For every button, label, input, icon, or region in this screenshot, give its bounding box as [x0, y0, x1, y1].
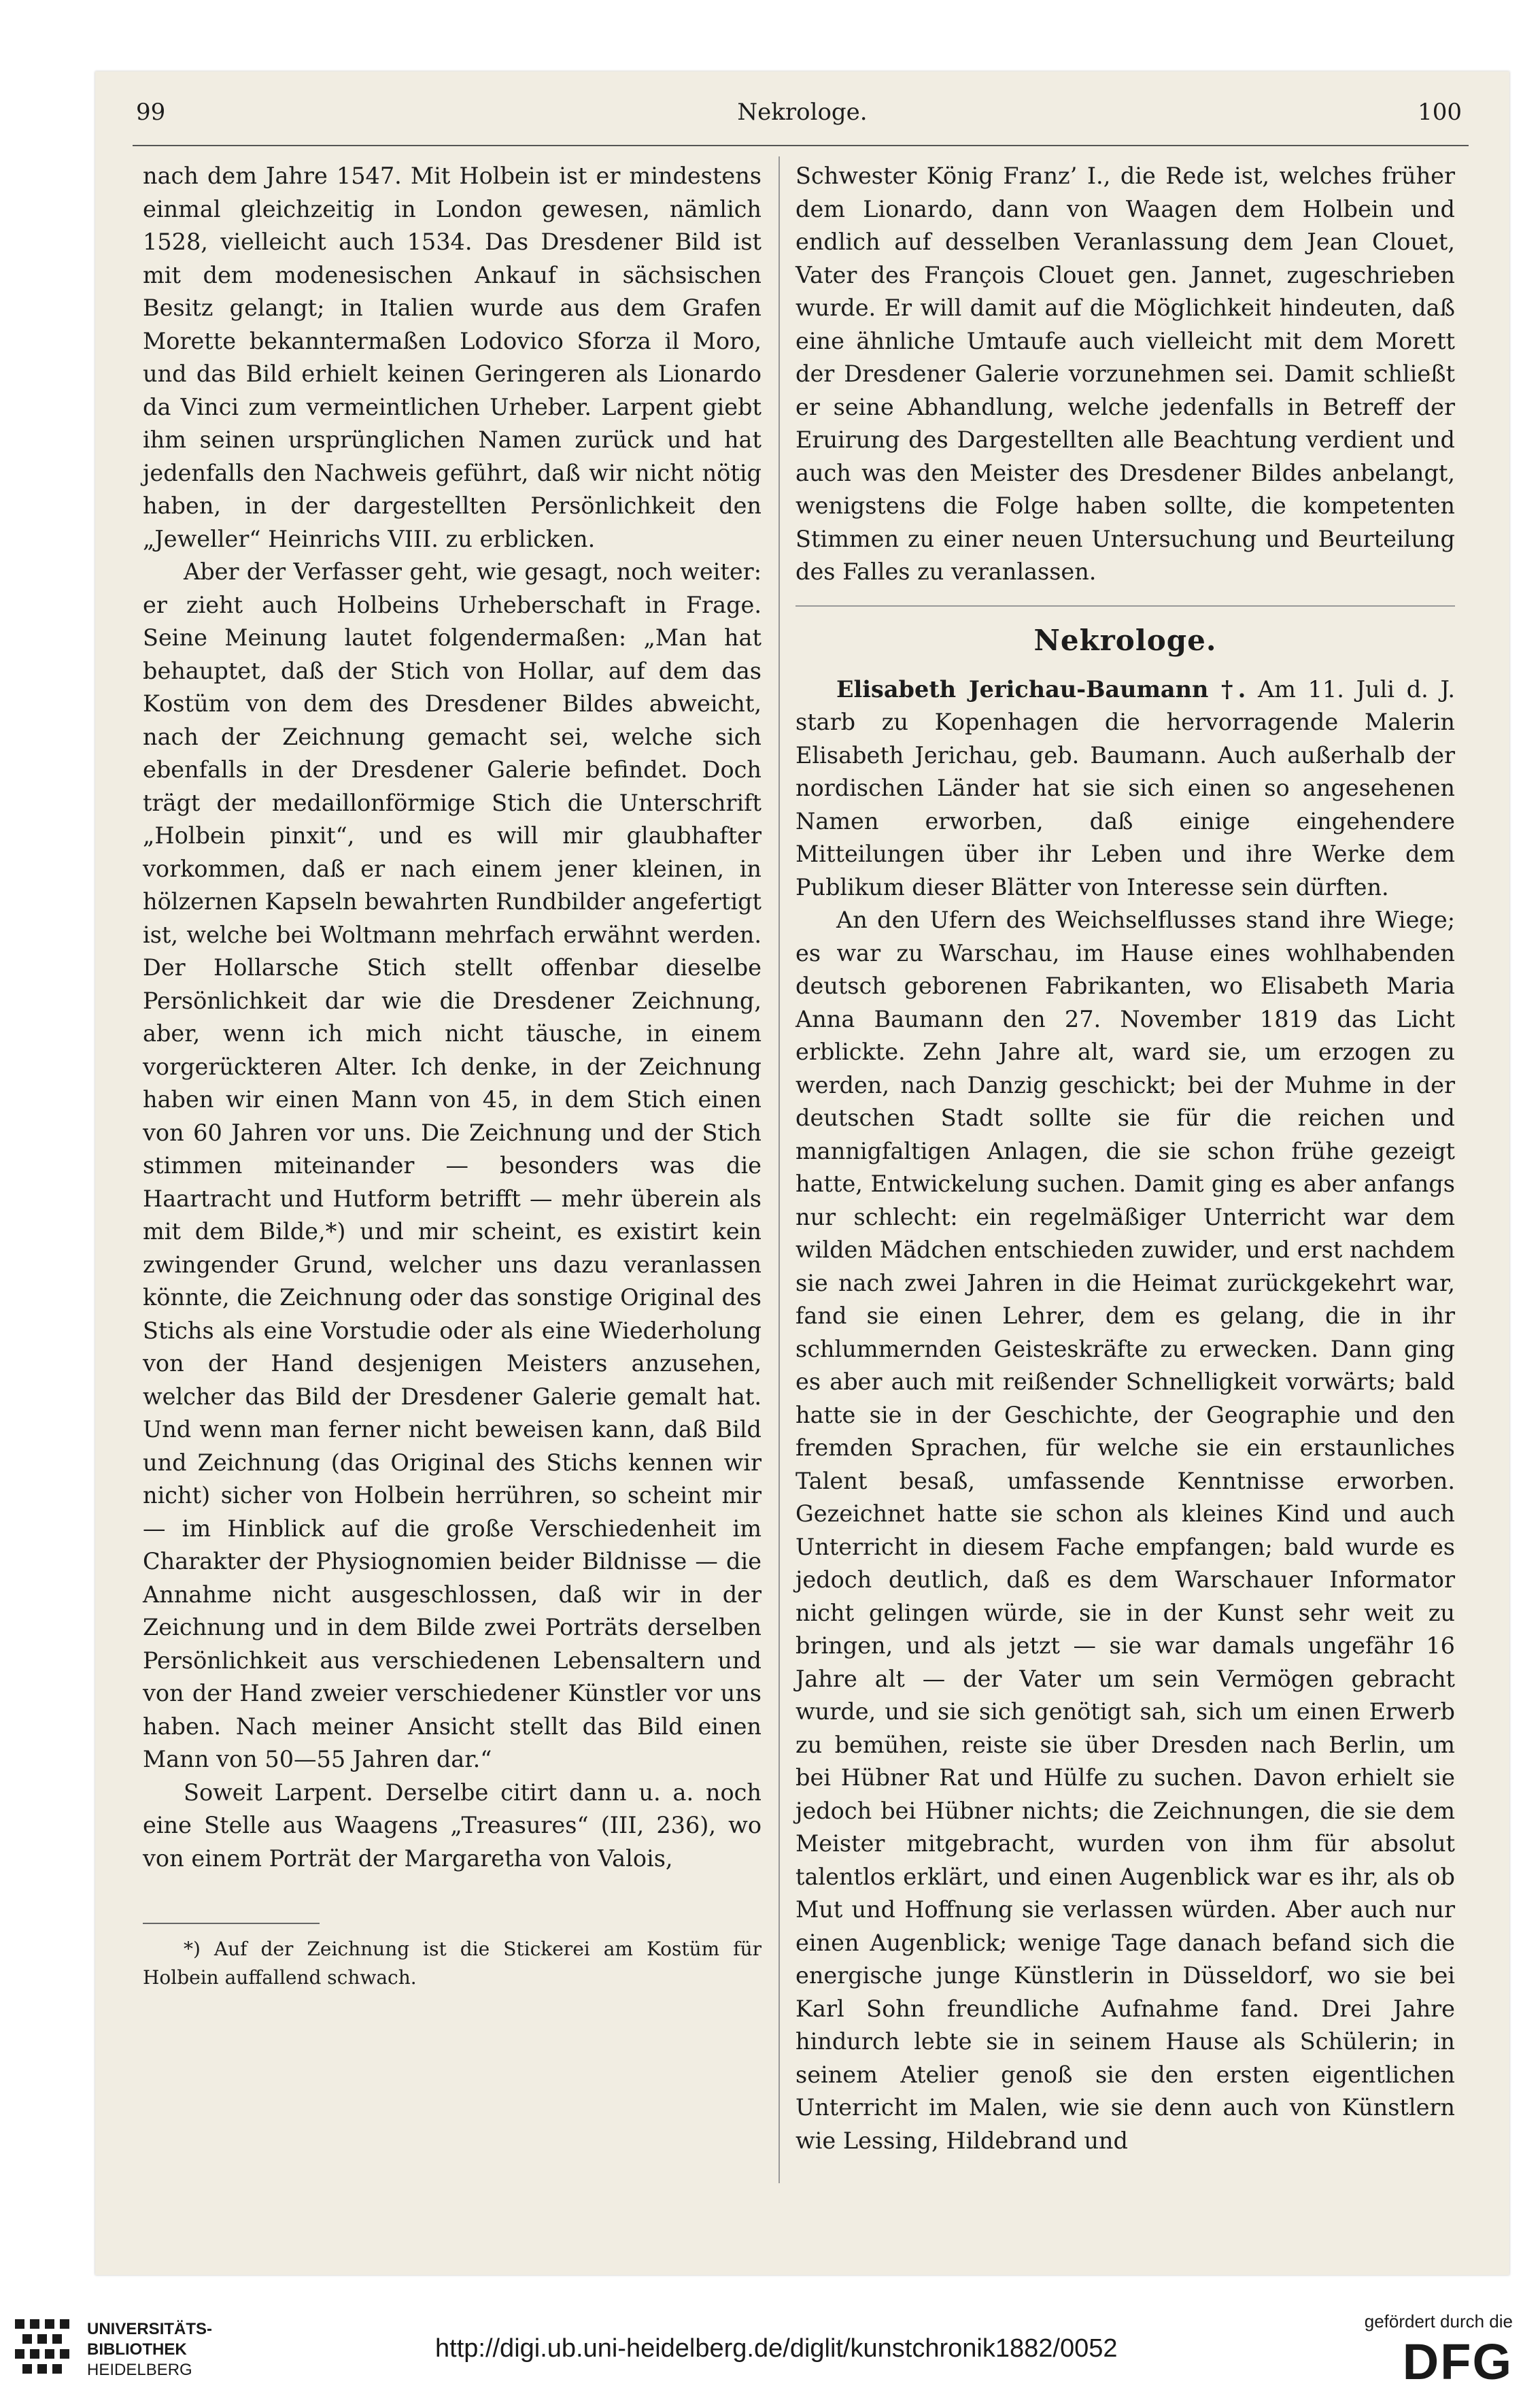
column-divider — [778, 156, 780, 2183]
paragraph: Aber der Verfasser geht, wie gesagt, noch weiter: er zieht auch Holbeins Urheberschaft in Frage. Seine Meinung lautet folgendermaßen: „Man hat behauptet, daß der Stich von Hollar, auf dem das Kostüm von dem des Dresdener Bildes abweicht, nach der Zeichnung gemacht sei, welche sich ebenfalls in der Dresdener Galerie befindet. Doch trägt der medaillonförmige Stich die Unterschrift „Holbein pinxit“, und es will mir glaubhafter vorkommen, daß er nach einem jener kleinen, in hölzernen Kapseln bewahrten Rundbilder angefertigt ist, welche bei Woltmann mehrfach erwähnt werden. Der Hollarsche Stich stellt offenbar dieselbe Persönlichkeit dar wie die Dresdener Zeichnung, aber, wenn ich mich nicht täusche, in einem vorgerückteren Alter. Ich denke, in der Zeichnung haben wir einen Mann von 45, in dem Stich einen von 60 Jahren vor uns. Die Zeichnung und der Stich stimmen miteinander — besonders was die Haartracht und Hutform betrifft — mehr überein als mit dem Bilde,*) und mir scheint, es existirt kein zwingender Grund, welcher uns dazu veranlassen könnte, die Zeichnung oder das sonstige Original des Stichs als eine Vorstudie oder als eine Wiederholung von der Hand desjenigen Meisters anzusehen, welcher das Bild der Dresdener Galerie gemalt hat. Und wenn man ferner nicht beweisen kann, daß Bild und Zeichnung (das Original des Stichs kennen wir nicht) sicher von Holbein herrühren, so scheint mir — im Hinblick auf die große Verschiedenheit im Charakter der Physiognomien beider Bildnisse — die Annahme nicht ausgeschlossen, daß wir in der Zeichnung und in dem Bilde zwei Porträts derselben Persönlichkeit aus verschiedenen Lebensaltern und von der Hand zweier verschiedener Künstler vor uns haben. Nach meiner Ansicht stellt das Bild einen Mann von 50—55 Jahren dar.“ — [143, 558, 762, 1772]
obituary-name: Elisabeth Jerichau-Baumann †. — [836, 675, 1246, 703]
paragraph: Schwester König Franz’ I., die Rede ist, welches früher dem Lionardo, dann von Waagen dem Holbein und endlich auf desselben Veranlassung dem Jean Clouet, Vater des François Clouet gen. Jannet, zugeschrieben wurde. Er will damit auf die Möglichkeit hindeuten, daß eine ähnliche Umtaufe auch vielleicht mit dem Morett der Dresdener Galerie vorzunehmen sei. Damit schließt er seine Abhandlung, welche jedenfalls in Betreff der Eruirung des Dargestellten alle Beachtung verdient und auch was den Meister des Dresdener Bildes anbelangt, wenigstens die Folge haben sollte, die kompetenten Stimmen zu einer neuen Untersuchung und Beurteilung des Falles zu veranlassen. — [795, 163, 1455, 585]
obituary-text: Am 11. Juli d. J. starb zu Kopenhagen die hervorragende Malerin Elisabeth Jerichau, geb. Baumann. Auch außerhalb der nordischen Länder hat sie sich einen so angesehenen Namen erworben, daß einige eingehendere Mitteilungen über ihr Leben und ihre Werke dem Publikum dieser Blätter von Interesse sein dürften. — [795, 675, 1455, 900]
library-name — [87, 2319, 212, 2380]
digitization-footer — [0, 2299, 1540, 2392]
obituary-intro — [795, 673, 1455, 905]
funder-label: gefördert durch die — [1364, 2311, 1513, 2331]
section-heading: Nekrologe. — [1033, 623, 1217, 657]
page-number-right: 100 — [1418, 99, 1462, 126]
left-column — [143, 160, 762, 1992]
university-library-logo-icon — [10, 2314, 78, 2382]
dfg-logo: DFG — [1402, 2334, 1513, 2390]
header-rule — [133, 145, 1469, 146]
right-column — [795, 160, 1455, 2157]
library-name-line: BIBLIOTHEK — [87, 2340, 187, 2359]
library-name-line: UNIVERSITÄTS- — [87, 2320, 213, 2338]
paragraph: nach dem Jahre 1547. Mit Holbein ist er mindestens einmal gleichzeitig in London gewesen, nämlich 1528, vielleicht auch 1534. Das Dresdener Bild ist mit dem modenesischen Ankauf in sächsischen Besitz gelangt; in Italien wurde aus dem Grafen Morette bekanntermaßen Lodovico Sforza il Moro, und das Bild erhielt keinen Geringeren als Lionardo da Vinci zum vermeintlichen Urheber. Larpent giebt ihm seinen ursprünglichen Namen zurück und hat jedenfalls den Nachweis geführt, daß wir nicht nötig haben, in der dargestellten Persönlichkeit den „Jeweller“ Heinrichs VIII. zu erblicken. — [143, 163, 762, 552]
page-number-left: 99 — [136, 99, 166, 126]
footnote: *) Auf der Zeichnung ist die Stickerei am Kostüm für Holbein auffallend schwach. — [143, 1938, 762, 1989]
library-name-line: HEIDELBERG — [87, 2361, 192, 2379]
running-title: Nekrologe. — [737, 99, 868, 126]
section-rule — [795, 605, 1455, 607]
paragraph: Soweit Larpent. Derselbe citirt dann u. a. noch eine Stelle aus Waagens „Treasures“ (III, 236), wo von einem Porträt der Margaretha von Valois, — [143, 1779, 762, 1872]
footnote-rule — [143, 1923, 320, 1924]
paragraph: An den Ufern des Weichselflusses stand ihre Wiege; es war zu Warschau, im Hause eines wohlhabenden deutsch geborenen Fabrikanten, wo Elisabeth Maria Anna Baumann den 27. November 1819 das Licht erblickte. Zehn Jahre alt, ward sie, um erzogen zu werden, nach Danzig geschickt; bei der Muhme in der deutschen Stadt sollte sie für die reichen und mannigfaltigen Anlagen, die sie schon frühe gezeigt hatte, Entwickelung suchen. Damit ging es aber anfangs nur schlecht: ein regelmäßiger Unterricht war dem wilden Mädchen entschieden zuwider, und erst nachdem sie nach zwei Jahren in die Heimat zurückgekehrt war, fand sie einen Lehrer, dem es gelang, die in ihr schlummernden Geisteskräfte zu erwecken. Dann ging es aber auch mit reißender Schnelligkeit vorwärts; bald hatte sie in der Geschichte, der Geographie und den fremden Sprachen, für welche sie ein erstaunliches Talent besaß, umfassende Kenntnisse erworben. Gezeichnet hatte sie schon als kleines Kind und auch Unterricht in diesem Fache empfangen; bald wurde es jedoch deutlich, daß es dem Warschauer Informator nicht gelingen würde, sie in der Kunst sehr weit zu bringen, und als jetzt — sie war damals ungefähr 16 Jahre alt — der Vater um sein Vermögen gebracht wurde, und sie sich genötigt sah, sich um einen Erwerb zu bemühen, reiste sie über Dresden nach Berlin, um bei Hübner Rat und Hülfe zu suchen. Davon erhielt sie jedoch bei Hübner nichts; die Zeichnungen, die sie dem Meister mitgebracht, wurden von ihm für absolut talentlos erklärt, und einen Augenblick war es ihr, als ob Mut und Hoffnung sie verlassen würden. Aber auch nur einen Augenblick; wenige Tage danach befand sich die energische junge Künstlerin in Düsseldorf, wo sie bei Karl Sohn freundliche Aufnahme fand. Drei Jahre hindurch lebte sie in seinem Hause als Schülerin; in seinem Atelier genoß sie den ersten eigentlichen Unterricht im Malen, wie sie denn auch von Künstlern wie Lessing, Hildebrand und — [795, 907, 1455, 2154]
scanned-page — [95, 71, 1509, 2275]
running-header — [95, 99, 1509, 139]
source-url-link[interactable]: http://digi.ub.uni-heidelberg.de/diglit/kunstchronik1882/0052 — [435, 2334, 1118, 2363]
